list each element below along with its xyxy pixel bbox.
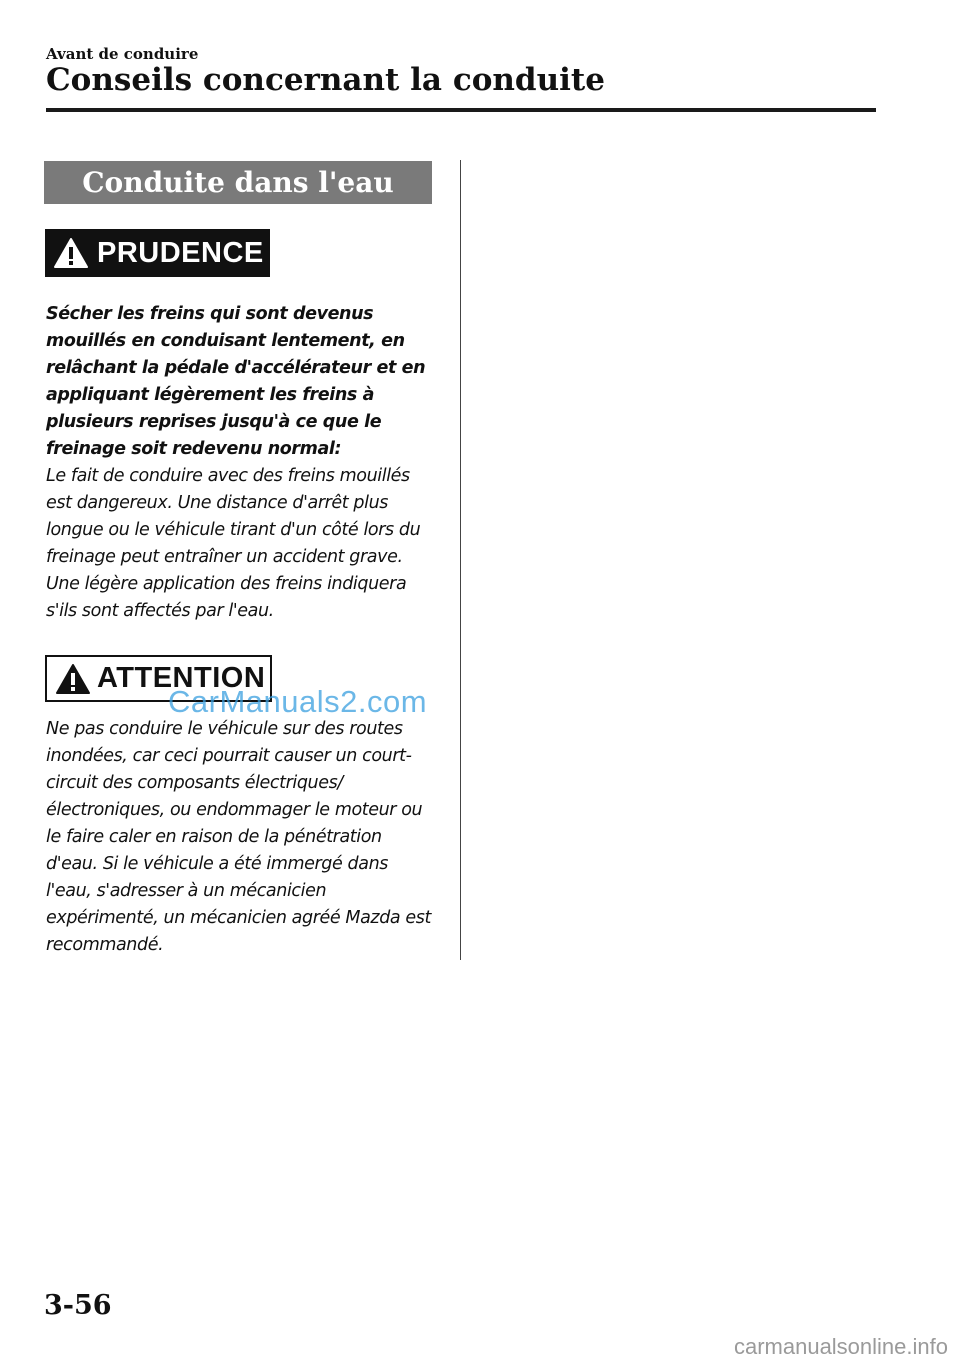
attention-explanation: Ne pas conduire le véhicule sur des routes inondées, car ceci pourrait causer un court-circuit des composants électriques/électroniques, ou endommager le moteur ou le faire caler en raison de la pénétration d'eau. Si le véhicule a été immergé dans l'eau, s'adresser à un mécanicien expérimenté, un mécanicien agréé Mazda est recommandé. [46, 719, 431, 955]
prudence-label: PRUDENCE [97, 236, 264, 269]
attention-label: ATTENTION [97, 662, 266, 694]
warning-triangle-icon [53, 237, 89, 269]
prudence-instruction: Sécher les freins qui sont devenus mouillés en conduisant lentement, en relâchant la pédale d'accélérateur et en appliquant légèrement les freins à plusieurs reprises jusqu'à ce que le freinage soit redevenu normal: [46, 304, 426, 459]
warning-triangle-icon [55, 663, 91, 695]
chapter-label: Avant de conduire [46, 45, 199, 63]
attention-content [46, 716, 436, 959]
page-title: Conseils concernant la conduite [46, 62, 605, 98]
header-divider [46, 108, 876, 112]
prudence-content [46, 301, 436, 625]
prudence-badge [45, 229, 270, 277]
section-title: Conduite dans l'eau [44, 161, 432, 204]
footer-watermark: carmanualsonline.info [733, 1334, 948, 1359]
column-divider [460, 160, 461, 960]
page-number: 3-56 [44, 1290, 112, 1321]
prudence-explanation: Le fait de conduire avec des freins mouillés est dangereux. Une distance d'arrêt plus longue ou le véhicule tirant d'un côté lors du freinage peut entraîner un accident grave. Une légère application des freins indiquera s'ils sont affectés par l'eau. [46, 466, 421, 621]
site-watermark: CarManuals2.com [168, 684, 428, 719]
